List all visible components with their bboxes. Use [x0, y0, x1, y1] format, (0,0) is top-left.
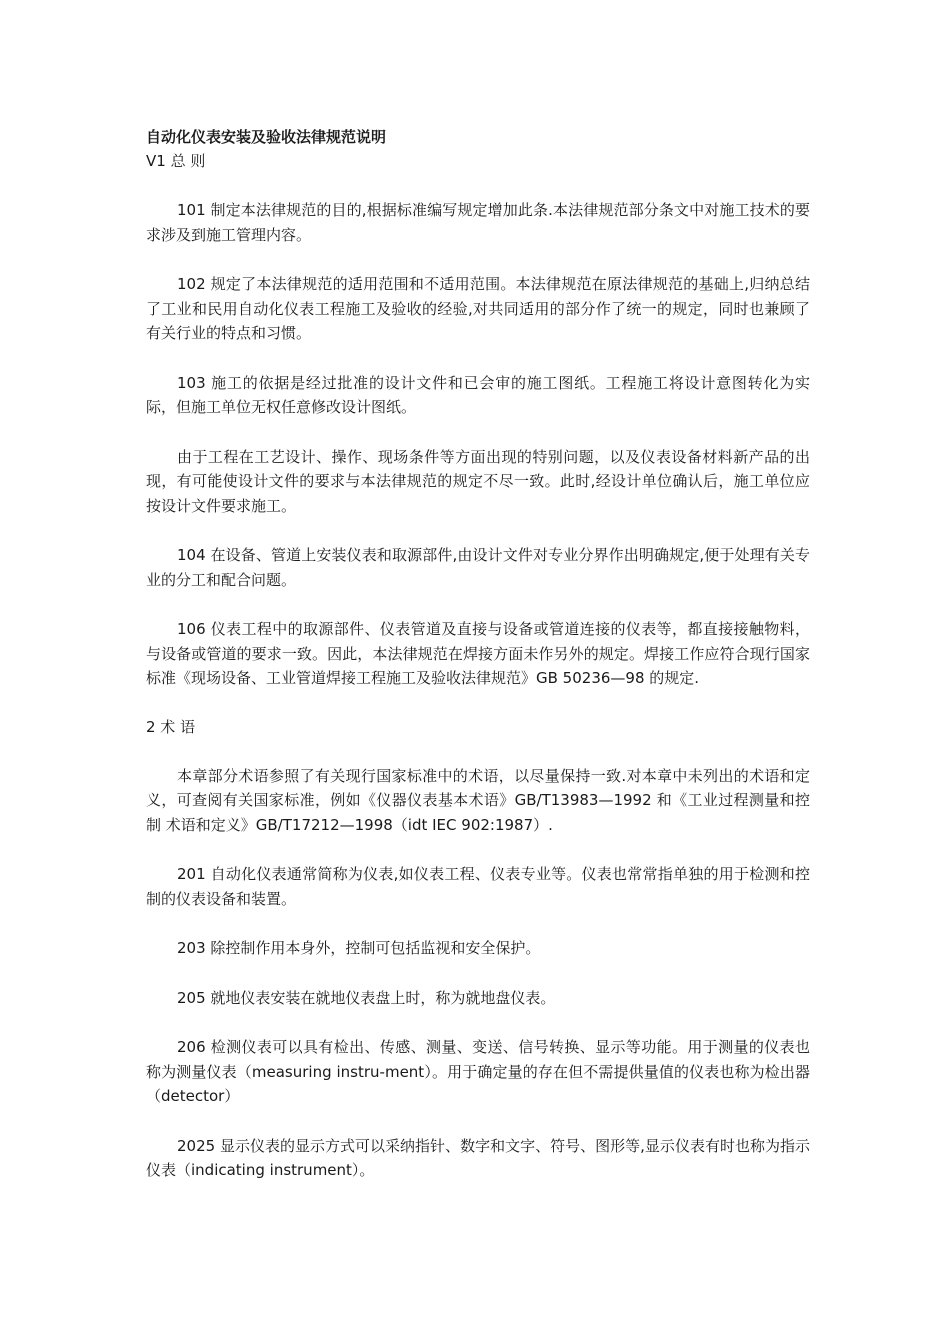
paragraph-203: 203 除控制作用本身外，控制可包括监视和安全保护。 [177, 939, 541, 957]
section-heading-terms: 2 术 语 [146, 717, 196, 736]
section-heading-general: V1 总 则 [146, 152, 206, 170]
paragraph-205: 205 就地仪表安装在就地仪表盘上时，称为就地盘仪表。 [177, 988, 556, 1007]
paragraph-103: 103 施工的依据是经过批准的设计文件和已会审的施工图纸。工程施工将设计意图转化为实际，但施工单位无权任意修改设计图纸。 [146, 373, 810, 416]
paragraph-206: 206 检测仪表可以具有检出、传感、测量、变送、信号转换、显示等功能。用于测量的仪表也称为测量仪表（measuring instru-ment）。用于确定量的存在但不需提供量值的仪表也称为检出器（detector） [146, 1038, 810, 1105]
paragraph-104: 104 在设备、管道上安装仪表和取源部件,由设计文件对专业分界作出明确规定,便于处理有关专业的分工和配合问题。 [146, 546, 810, 589]
paragraph-101: 101 制定本法律规范的目的,根据标准编写规定增加此条.本法律规范部分条文中对施工技术的要求涉及到施工管理内容。 [146, 201, 810, 244]
paragraph-103-note: 由于工程在工艺设计、操作、现场条件等方面出现的特别问题，以及仪表设备材料新产品的出现，有可能使设计文件的要求与本法律规范的规定不尽一致。此时,经设计单位确认后，施工单位应按设计文件要求施工。 [146, 447, 810, 515]
paragraph-201: 201 自动化仪表通常简称为仪表,如仪表工程、仪表专业等。仪表也常常指单独的用于检测和控制的仪表设备和装置。 [146, 865, 810, 908]
paragraph-terms-intro: 本章部分术语参照了有关现行国家标准中的术语，以尽量保持一致.对本章中未列出的术语和定义，可查阅有关国家标准，例如《仪器仪表基本术语》GB/T13983—1992 和《工业过程测量和控制 术语和定义》GB/T17212—1998（idt IEC 902:1987）. [146, 766, 810, 834]
paragraph-106: 106 仪表工程中的取源部件、仪表管道及直接与设备或管道连接的仪表等，都直接接触物料，与设备或管道的要求一致。因此，本法律规范在焊接方面未作另外的规定。焊接工作应符合现行国家标准《现场设备、工业管道焊接工程施工及验收法律规范》GB 50236—98 的规定. [146, 620, 810, 687]
paragraph-2025: 2025 显示仪表的显示方式可以采纳指针、数字和文字、符号、图形等,显示仪表有时也称为指示仪表（indicating instrument）。 [146, 1136, 810, 1179]
document-title: 自动化仪表安装及验收法律规范说明 [146, 128, 387, 146]
document-page [146, 125, 810, 1183]
paragraph-102: 102 规定了本法律规范的适用范围和不适用范围。本法律规范在原法律规范的基础上,归纳总结了工业和民用自动化仪表工程施工及验收的经验,对共同适用的部分作了统一的规定，同时也兼顾了有关行业的特点和习惯。 [146, 275, 810, 342]
